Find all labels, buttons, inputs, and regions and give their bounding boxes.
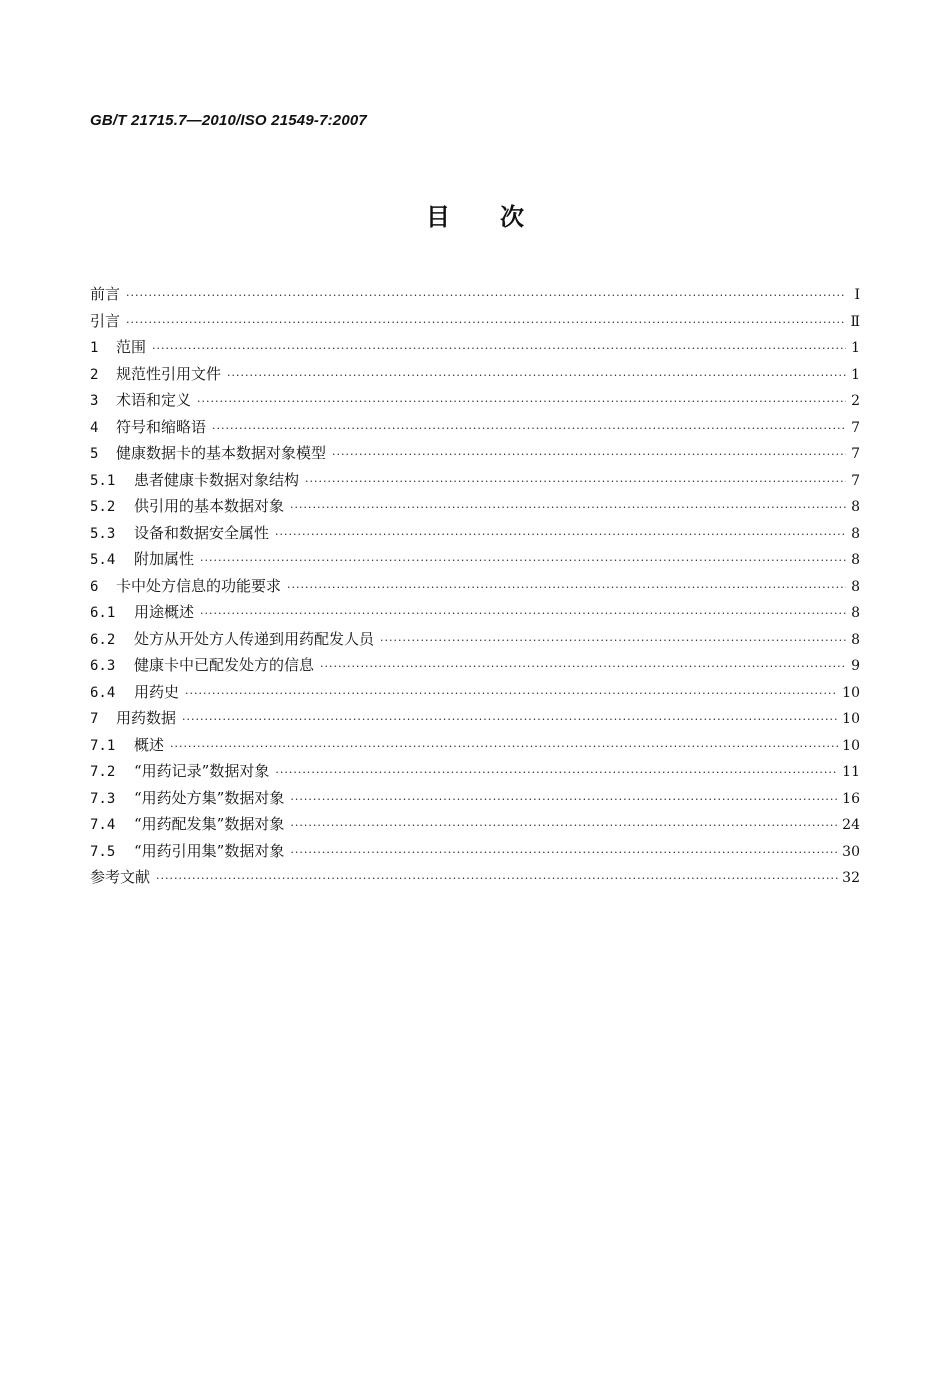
table-of-contents — [90, 281, 860, 891]
toc-entry-6[interactable] — [90, 573, 860, 600]
toc-entry-text: 参考文献 — [90, 868, 151, 886]
toc-page-number: 8 — [851, 578, 860, 595]
toc-entry-5-2[interactable] — [90, 493, 860, 520]
toc-entry-text: 用药史 — [134, 682, 180, 701]
leader-dots — [305, 469, 846, 496]
leader-dots — [290, 813, 838, 840]
toc-page-number: 32 — [842, 870, 860, 886]
toc-entry-5-3[interactable] — [90, 520, 860, 547]
leader-dots — [126, 310, 846, 337]
toc-entry-5[interactable] — [90, 440, 860, 467]
toc-entry-text: 健康卡中已配发处方的信息 — [134, 656, 315, 674]
toc-entry-text: 供引用的基本数据对象 — [134, 497, 285, 515]
toc-entry-text: 前言 — [90, 285, 121, 303]
leader-dots — [212, 416, 846, 443]
leader-dots — [182, 707, 838, 734]
leader-dots — [320, 654, 846, 681]
toc-entry-text: “用药记录”数据对象 — [134, 762, 270, 780]
toc-entry-3[interactable] — [90, 387, 860, 414]
leader-dots — [185, 681, 838, 708]
leader-dots — [287, 575, 846, 602]
toc-page-number: 9 — [851, 658, 860, 674]
toc-page-number: 30 — [842, 843, 860, 860]
standard-number-header: GB/T 21715.7—2010/ISO 21549-7:2007 — [90, 112, 367, 129]
toc-entry-text: 用途概述 — [134, 603, 195, 621]
leader-dots — [156, 866, 838, 893]
toc-page-number: 7 — [851, 446, 860, 462]
toc-entry-foreword[interactable] — [90, 281, 860, 308]
toc-section-number: 5 — [90, 446, 99, 462]
leader-dots — [200, 548, 846, 575]
toc-entry-text: 卡中处方信息的功能要求 — [116, 576, 282, 595]
toc-section-number: 3 — [90, 393, 99, 409]
leader-dots — [152, 336, 846, 363]
toc-entry-text: 用药数据 — [116, 709, 177, 727]
toc-page-number: 8 — [851, 525, 860, 542]
toc-section-number: 5.4 — [90, 552, 116, 568]
toc-page-number: 8 — [851, 605, 860, 621]
leader-dots — [275, 760, 838, 787]
toc-entry-6-4[interactable] — [90, 679, 860, 706]
toc-section-number: 7.2 — [90, 764, 116, 780]
toc-page-number: 2 — [851, 393, 860, 409]
toc-section-number: 7 — [90, 711, 99, 727]
toc-entry-7-1[interactable] — [90, 732, 860, 759]
toc-entry-7-5[interactable] — [90, 838, 860, 865]
leader-dots — [200, 601, 846, 628]
toc-page-number: 1 — [851, 340, 860, 356]
toc-page-number: 8 — [851, 552, 860, 568]
toc-entry-7[interactable] — [90, 705, 860, 732]
toc-entry-6-1[interactable] — [90, 599, 860, 626]
toc-entry-4[interactable] — [90, 414, 860, 441]
toc-entry-2[interactable] — [90, 361, 860, 388]
toc-entry-text: 范围 — [116, 338, 147, 356]
toc-section-number: 1 — [90, 340, 99, 356]
toc-entry-text: 规范性引用文件 — [116, 364, 222, 383]
toc-entry-text: 设备和数据安全属性 — [134, 523, 270, 542]
toc-section-number: 2 — [90, 366, 99, 383]
toc-section-number: 7.1 — [90, 737, 116, 754]
toc-entry-text: “用药配发集”数据对象 — [134, 815, 285, 833]
toc-entry-text: 患者健康卡数据对象结构 — [134, 470, 300, 489]
toc-page-number: 10 — [842, 711, 860, 727]
toc-page-number: 10 — [842, 684, 860, 701]
page-title: 目次 — [426, 203, 574, 231]
toc-page-number: 10 — [842, 737, 860, 754]
toc-section-number: 5.1 — [90, 472, 116, 489]
toc-section-number: 6 — [90, 578, 99, 595]
leader-dots — [290, 840, 838, 867]
toc-section-number: 4 — [90, 419, 99, 436]
toc-page-number: Ⅰ — [854, 287, 860, 303]
toc-entry-text: 处方从开处方人传递到用药配发人员 — [134, 629, 375, 648]
toc-page-number: 24 — [842, 817, 860, 833]
toc-entry-7-4[interactable] — [90, 811, 860, 838]
toc-entry-5-1[interactable] — [90, 467, 860, 494]
toc-page-number: 8 — [851, 499, 860, 515]
toc-section-number: 6.1 — [90, 605, 116, 621]
toc-section-number: 7.3 — [90, 790, 116, 807]
toc-section-number: 6.3 — [90, 658, 116, 674]
toc-page-number: 8 — [851, 631, 860, 648]
leader-dots — [227, 363, 846, 390]
toc-entry-text: 符号和缩略语 — [116, 417, 207, 436]
toc-entry-5-4[interactable] — [90, 546, 860, 573]
toc-page-number: 16 — [842, 790, 860, 807]
toc-entry-text: 术语和定义 — [116, 391, 192, 409]
leader-dots — [197, 389, 846, 416]
toc-entry-text: 引言 — [90, 311, 121, 330]
toc-entry-text: “用药处方集”数据对象 — [134, 788, 285, 807]
leader-dots — [170, 734, 838, 761]
toc-section-number: 6.4 — [90, 684, 116, 701]
toc-section-number: 5.3 — [90, 525, 116, 542]
leader-dots — [290, 495, 846, 522]
toc-entry-7-2[interactable] — [90, 758, 860, 785]
toc-section-number: 6.2 — [90, 631, 116, 648]
toc-entry-bibliography[interactable] — [90, 864, 860, 891]
toc-section-number: 7.4 — [90, 817, 116, 833]
toc-section-number: 5.2 — [90, 499, 116, 515]
toc-entry-text: “用药引用集”数据对象 — [134, 841, 285, 860]
toc-page-number: Ⅱ — [850, 313, 860, 330]
toc-page-number: 7 — [851, 472, 860, 489]
leader-dots — [290, 787, 838, 814]
toc-section-number: 7.5 — [90, 843, 116, 860]
toc-entry-1[interactable] — [90, 334, 860, 361]
leader-dots — [126, 283, 846, 310]
toc-entry-7-3[interactable] — [90, 785, 860, 812]
toc-entry-6-2[interactable] — [90, 626, 860, 653]
toc-entry-text: 概述 — [134, 735, 165, 754]
toc-page-number: 7 — [851, 419, 860, 436]
toc-entry-text: 附加属性 — [134, 550, 195, 568]
toc-entry-6-3[interactable] — [90, 652, 860, 679]
toc-entry-introduction[interactable] — [90, 308, 860, 335]
leader-dots — [380, 628, 846, 655]
toc-entry-text: 健康数据卡的基本数据对象模型 — [116, 444, 327, 462]
leader-dots — [275, 522, 846, 549]
toc-page-number: 1 — [851, 366, 860, 383]
leader-dots — [332, 442, 846, 469]
toc-page-number: 11 — [842, 764, 860, 780]
